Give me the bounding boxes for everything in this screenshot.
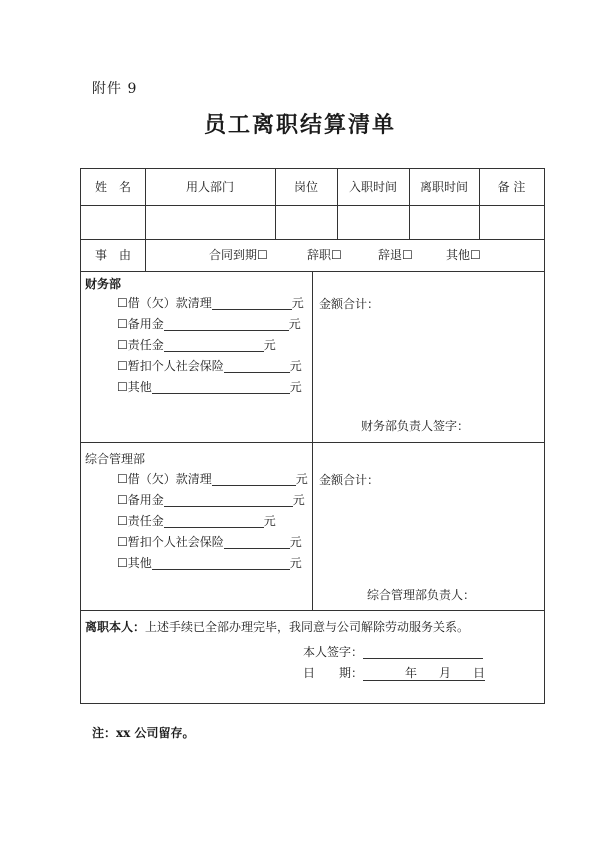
unit-label: 元 bbox=[289, 556, 302, 570]
unit-label: 元 bbox=[263, 338, 276, 352]
unit-label: 元 bbox=[263, 514, 276, 528]
finance-item-social-insurance[interactable] bbox=[117, 359, 302, 373]
amount-blank[interactable] bbox=[212, 473, 296, 486]
header-leave-date: 离职时间 bbox=[419, 180, 468, 194]
admin-item-petty-cash[interactable] bbox=[117, 493, 305, 507]
entry-date-field[interactable] bbox=[338, 206, 409, 239]
finance-amount-total: 金额合计： bbox=[319, 297, 380, 311]
item-label: ☐借（欠）款清理 bbox=[117, 296, 212, 310]
admin-amount-total: 金额合计： bbox=[319, 473, 380, 487]
leave-date-field[interactable] bbox=[410, 206, 479, 239]
finance-section-title: 财务部 bbox=[85, 277, 122, 291]
admin-item-social-insurance[interactable] bbox=[117, 535, 302, 549]
admin-item-liability-deposit[interactable] bbox=[117, 514, 276, 528]
header-position: 岗位 bbox=[293, 180, 318, 194]
item-label: ☐借（欠）款清理 bbox=[117, 472, 212, 486]
amount-blank[interactable] bbox=[164, 339, 264, 352]
employee-statement bbox=[85, 620, 469, 634]
item-label: ☐备用金 bbox=[117, 493, 164, 507]
amount-blank[interactable] bbox=[224, 536, 290, 549]
item-label: ☐其他 bbox=[117, 556, 152, 570]
signature-blank[interactable] bbox=[363, 646, 483, 659]
year-label: 年 bbox=[405, 666, 418, 680]
employee-label: 离职本人： bbox=[85, 620, 146, 634]
finance-signature-label: 财务部负责人签字： bbox=[361, 419, 470, 433]
unit-label: 元 bbox=[295, 472, 308, 486]
employee-signature-line[interactable] bbox=[303, 645, 483, 659]
row-divider bbox=[81, 610, 544, 611]
item-label: ☐其他 bbox=[117, 380, 152, 394]
unit-label: 元 bbox=[288, 317, 301, 331]
item-label: ☐责任金 bbox=[117, 338, 164, 352]
reason-other-checkbox[interactable]: 其他☐ bbox=[446, 248, 481, 262]
reason-resignation-checkbox[interactable]: 辞职☐ bbox=[307, 248, 342, 262]
amount-blank[interactable] bbox=[164, 318, 289, 331]
month-label: 月 bbox=[439, 666, 452, 680]
unit-label: 元 bbox=[291, 296, 304, 310]
finance-item-liability-deposit[interactable] bbox=[117, 338, 276, 352]
header-entry-date: 入职时间 bbox=[348, 180, 397, 194]
position-field[interactable] bbox=[276, 206, 337, 239]
settlement-form bbox=[80, 168, 545, 704]
reason-dismissal-checkbox[interactable]: 辞退☐ bbox=[378, 248, 413, 262]
unit-label: 元 bbox=[289, 359, 302, 373]
footer-note: 注：xx 公司留存。 bbox=[92, 726, 195, 740]
name-field[interactable] bbox=[81, 206, 145, 239]
amount-blank[interactable] bbox=[224, 360, 290, 373]
unit-label: 元 bbox=[289, 535, 302, 549]
employee-date-line[interactable] bbox=[303, 666, 485, 681]
attachment-label: 附件 9 bbox=[92, 81, 138, 97]
reason-label: 事 由 bbox=[94, 248, 131, 262]
finance-item-loan[interactable] bbox=[117, 296, 304, 310]
date-blank[interactable] bbox=[363, 666, 485, 681]
page-title: 员工离职结算清单 bbox=[203, 112, 396, 138]
item-label: ☐暂扣个人社会保险 bbox=[117, 535, 224, 549]
header-remarks: 备 注 bbox=[497, 180, 526, 194]
unit-label: 元 bbox=[292, 493, 305, 507]
signature-label: 本人签字： bbox=[303, 645, 364, 659]
day-label: 日 bbox=[473, 666, 486, 680]
unit-label: 元 bbox=[289, 380, 302, 394]
amount-blank[interactable] bbox=[164, 494, 293, 507]
date-label: 日 期： bbox=[303, 666, 364, 680]
finance-item-other[interactable] bbox=[117, 380, 302, 394]
header-department: 用人部门 bbox=[185, 180, 234, 194]
remarks-field[interactable] bbox=[480, 206, 544, 239]
admin-item-other[interactable] bbox=[117, 556, 302, 570]
reason-contract-expiry-checkbox[interactable]: 合同到期☐ bbox=[209, 248, 268, 262]
admin-item-loan[interactable] bbox=[117, 472, 308, 486]
finance-item-petty-cash[interactable] bbox=[117, 317, 301, 331]
admin-section-title: 综合管理部 bbox=[85, 452, 146, 466]
section-divider bbox=[312, 271, 313, 610]
amount-blank[interactable] bbox=[212, 297, 292, 310]
row-divider bbox=[81, 239, 544, 240]
item-label: ☐暂扣个人社会保险 bbox=[117, 359, 224, 373]
item-label: ☐备用金 bbox=[117, 317, 164, 331]
item-label: ☐责任金 bbox=[117, 514, 164, 528]
statement-text: 上述手续已全部办理完毕，我同意与公司解除劳动服务关系。 bbox=[145, 620, 470, 634]
admin-signature-label: 综合管理部负责人： bbox=[367, 588, 476, 602]
department-field[interactable] bbox=[146, 206, 275, 239]
amount-blank[interactable] bbox=[152, 557, 290, 570]
amount-blank[interactable] bbox=[164, 515, 264, 528]
amount-blank[interactable] bbox=[152, 381, 290, 394]
header-name: 姓 名 bbox=[94, 180, 131, 194]
